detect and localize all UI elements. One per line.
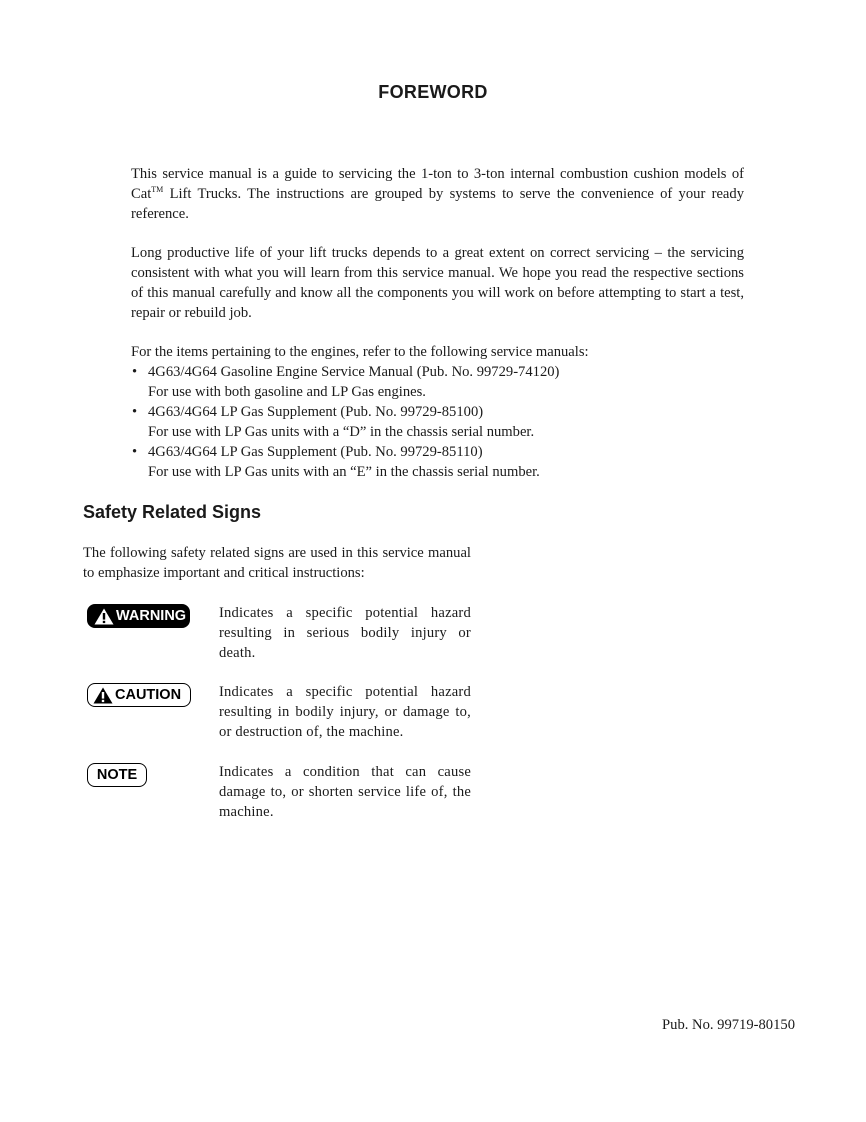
caution-sign-row [83, 682, 471, 752]
note-badge [87, 763, 147, 787]
list-item [131, 362, 744, 402]
warning-description: Indicates a specific potential hazard resulting in serious bodily injury or death. [219, 605, 471, 661]
intro-text-before-trademark: This service manual is a guide to servicing the 1-ton to 3-ton internal combustion cushion models of Cat [131, 166, 744, 202]
manual-title: 4G63/4G64 Gasoline Engine Service Manual (Pub. No. 99729-74120) [148, 364, 560, 380]
trademark-mark: TM [151, 185, 164, 195]
warning-sign-row [83, 603, 471, 673]
caution-description: Indicates a specific potential hazard resulting in bodily injury, or damage to, or destruction of, the machine. [219, 684, 471, 740]
bullet-glyph: • [132, 444, 138, 460]
warning-triangle-icon [94, 608, 114, 625]
safety-heading: Safety Related Signs [83, 502, 262, 522]
intro-text-after-trademark: Lift Trucks. The instructions are grouped by systems to serve the convenience of your ready reference. [131, 186, 744, 222]
manual-usage-note: For use with both gasoline and LP Gas engines. [148, 384, 426, 400]
list-item [131, 442, 744, 482]
manual-usage-note: For use with LP Gas units with an “E” in the chassis serial number. [148, 464, 540, 480]
intro-paragraph-2-text: Long productive life of your lift trucks depends to a great extent on correct servicing – the servicing consistent with what you will learn from this service manual. We hope you read the respective sections of this manual carefully and know all the components you will work on before attempting to start a test, repair or rebuild job. [131, 245, 744, 321]
manual-title: 4G63/4G64 LP Gas Supplement (Pub. No. 99729-85110) [148, 444, 483, 460]
manual-usage-note: For use with LP Gas units with a “D” in the chassis serial number. [148, 424, 535, 440]
intro-paragraph-2 [131, 243, 744, 323]
engine-manuals-section [131, 342, 744, 482]
caution-label: CAUTION [115, 687, 182, 703]
caution-badge [87, 683, 191, 707]
note-label: NOTE [96, 767, 138, 783]
manual-title: 4G63/4G64 LP Gas Supplement (Pub. No. 99729-85100) [148, 404, 484, 420]
warning-triangle-icon [93, 687, 113, 704]
warning-badge [87, 604, 190, 628]
warning-label: WARNING [116, 608, 187, 624]
intro-paragraph-1 [131, 164, 744, 224]
note-sign-row [83, 762, 471, 832]
page-title: FOREWORD [378, 82, 488, 102]
bullet-glyph: • [132, 404, 138, 420]
note-description: Indicates a condition that can cause damage to, or shorten service life of, the machine. [219, 764, 471, 820]
publication-number: Pub. No. 99719-80150 [662, 1017, 795, 1033]
list-item [131, 402, 744, 442]
engine-manuals-list [131, 362, 744, 482]
engine-manuals-lead: For the items pertaining to the engines, refer to the following service manuals: [131, 344, 589, 360]
bullet-glyph: • [132, 364, 138, 380]
safety-intro-text: The following safety related signs are used in this service manual to emphasize important and critical instructions: [83, 545, 471, 581]
